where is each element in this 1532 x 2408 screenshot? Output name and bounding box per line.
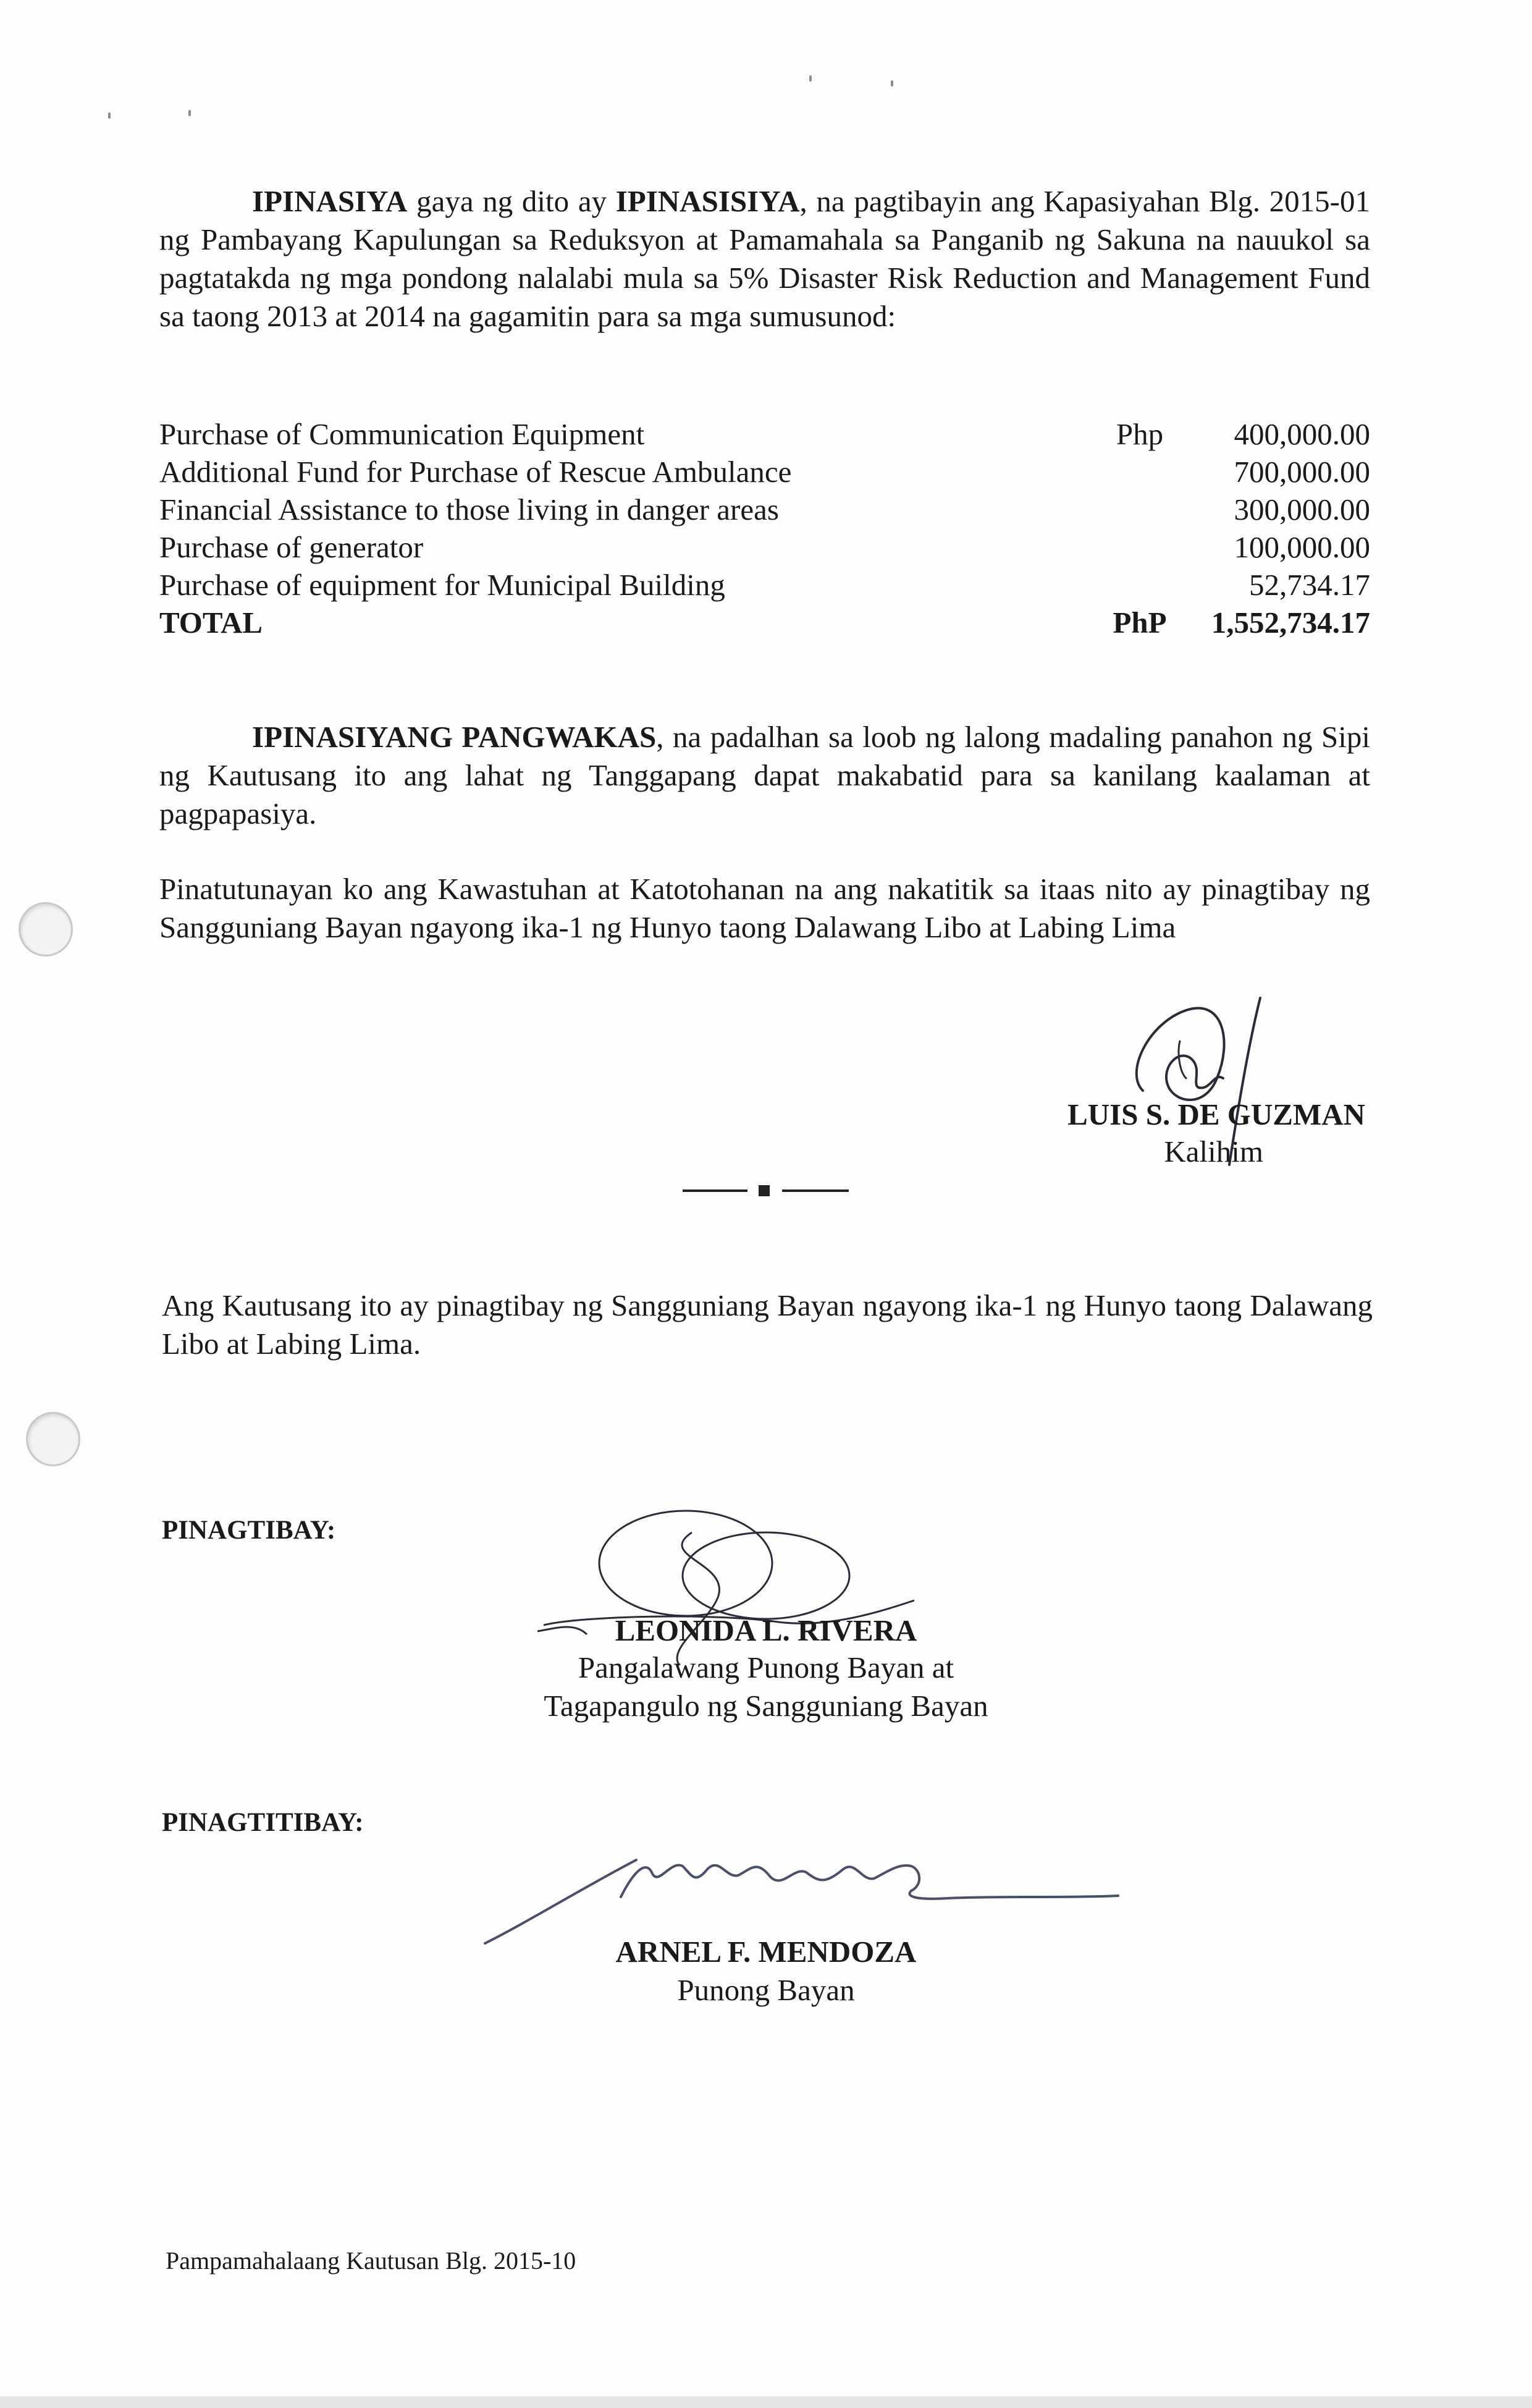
total-row	[159, 604, 1370, 641]
final-resolved-keyword: IPINASIYANG PANGWAKAS	[252, 720, 657, 754]
total-currency: PhP	[1113, 606, 1167, 640]
resolution-paragraph: IPINASIYA gaya ng dito ay IPINASISIYA, na pagtibayin ang Kapasiyahan Blg. 2015-01 ng Pambayang Kapulungan sa Reduksyon at Pamamahala sa Panganib ng Sakuna na nauukol sa pagtatakda ng mga pondong nalalabi mula sa 5% Disaster Risk Reduction and Management Fund sa taong 2013 at 2014 na gagamitin para sa mga sumusunod:	[159, 184, 1370, 333]
scan-speck	[891, 80, 893, 87]
item-amount: 400,000.00	[1234, 417, 1370, 451]
approving-label: PINAGTITIBAY:	[162, 1808, 364, 1837]
item-description: Purchase of generator	[159, 530, 424, 564]
scan-speck	[809, 75, 812, 82]
resolved-keyword: IPINASIYA	[252, 184, 408, 218]
mayor-title: Punong Bayan	[677, 1973, 855, 2007]
certification-paragraph: Pinatutunayan ko ang Kawastuhan at Katotohanan na ang nakatitik sa itaas nito ay pinagtibay ng Sangguniang Bayan ngayong ika-1 ng Hunyo taong Dalawang Libo at Labing Lima	[159, 872, 1370, 944]
scan-speck	[108, 112, 111, 119]
allocation-table	[159, 415, 1370, 641]
table-row	[159, 566, 1370, 604]
item-description: Purchase of Communication Equipment	[159, 417, 645, 451]
item-amount: 700,000.00	[1234, 455, 1370, 489]
enactment-paragraph: Ang Kautusang ito ay pinagtibay ng Sangguniang Bayan ngayong ika-1 ng Hunyo taong Dalawang Libo at Labing Lima.	[162, 1288, 1373, 1361]
secretary-title: Kalihim	[1164, 1134, 1263, 1168]
total-amount: 1,552,734.17	[1211, 606, 1370, 640]
table-row	[159, 491, 1370, 528]
divider-square	[759, 1185, 770, 1196]
item-currency: Php	[1116, 417, 1164, 451]
approved-label: PINAGTIBAY:	[162, 1516, 336, 1545]
item-amount: 52,734.17	[1249, 568, 1370, 602]
item-amount: 300,000.00	[1234, 492, 1370, 526]
punch-hole	[19, 902, 73, 957]
item-description: Purchase of equipment for Municipal Building	[159, 568, 725, 602]
total-label: TOTAL	[159, 606, 263, 640]
scan-speck	[188, 110, 191, 116]
mayor-name: ARNEL F. MENDOZA	[615, 1935, 917, 1969]
item-description: Additional Fund for Purchase of Rescue Ambulance	[159, 455, 792, 489]
item-description: Financial Assistance to those living in danger areas	[159, 492, 779, 526]
resolving-keyword: IPINASISIYA	[615, 184, 800, 218]
vice-mayor-name: LEONIDA L. RIVERA	[615, 1613, 917, 1647]
scan-bottom-edge	[0, 2396, 1532, 2408]
table-row	[159, 528, 1370, 566]
secretary-name: LUIS S. DE GUZMAN	[1067, 1097, 1365, 1131]
punch-hole	[26, 1412, 80, 1466]
vice-mayor-title-line2: Tagapangulo ng Sangguniang Bayan	[544, 1689, 988, 1723]
ordinance-footer: Pampamahalaang Kautusan Blg. 2015-10	[166, 2247, 576, 2275]
divider-line-right	[782, 1189, 849, 1192]
final-resolution-paragraph: IPINASIYANG PANGWAKAS, na padalhan sa loob ng lalong madaling panahon ng Sipi ng Kautusang ito ang lahat ng Tanggapang dapat makabatid para sa kanilang kaalaman at pagpapasiya.	[159, 720, 1370, 830]
table-row	[159, 415, 1370, 453]
item-amount: 100,000.00	[1234, 530, 1370, 564]
table-row	[159, 453, 1370, 491]
vice-mayor-title-line1: Pangalawang Punong Bayan at	[578, 1650, 954, 1684]
divider-line-left	[683, 1189, 747, 1192]
